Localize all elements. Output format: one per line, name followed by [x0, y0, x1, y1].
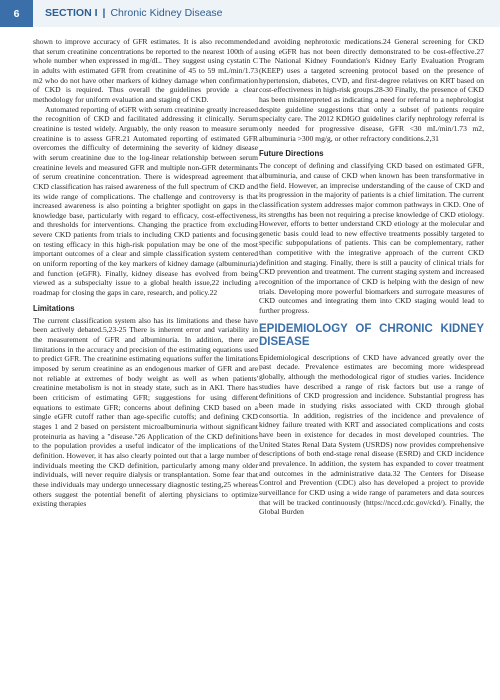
header-title: [45, 7, 223, 19]
section-heading-epidemiology: EPIDEMIOLOGY OF CHRONIC KIDNEY DISEASE: [259, 322, 484, 348]
left-column: [33, 37, 258, 509]
running-header: [0, 0, 500, 27]
section-heading-future-directions: Future Directions: [259, 149, 324, 159]
section-label: SECTION I: [45, 7, 98, 19]
header-separator: |: [102, 7, 106, 19]
paragraph: and avoiding nephrotoxic medications.24 General screening for CKD using eGFR has not been directly demonstrated to be cost-effective.27 The National Kidney Foundation's Kidney Early Evaluation Program (KEEP) uses a targeted screening protocol based on the presence of hypertension, diabetes, CVD, and first-degree relatives on KRT based on cost-effectiveness in high-risk groups.28-30 Finally, the presence of CKD has been misinterpreted as indicating a need for referral to a nephrologist despite guideline suggestions that only a subset of patients require specialty care. The 2012 KDIGO guidelines clarify nephrology referral is only needed for progressive disease, GFR <30 mL/min/1.73 m2, albuminuria >300 mg/g, or other refractory conditions.2,31: [259, 37, 484, 143]
paragraph: Automated reporting of eGFR with serum creatinine greatly increased the recognition of CKD and facilitated addressing it clinically. Serum creatinine is tested widely. Arguably, the only reason to measure serum creatinine is to assess GFR.21 Automated reporting of estimated GFR overcomes the difficulty of determining the severity of kidney disease with serum creatinine due to the log-linear relationship between serum creatinine levels and measured GFR and multiple non-GFR determinants of serum creatinine concentration. There is widespread agreement that CKD classification has raised awareness of the full spectrum of CKD and its wide range of complications. The challenge and controversy is that increased awareness is also pointing a brighter spotlight on gaps in the knowledge base, particularly with regard to efficacy, cost-effectiveness, and thresholds for interventions. Changing the practice from excluding severe CKD patients from trials to including CKD patients and focusing on testing efficacy in this high-risk population may be one of the most important outcomes of a clear and simple classification system centered on uniform reporting of the key markers of kidney damage (albuminuria) and function (eGFR). Finally, kidney disease has evolved from being viewed as a subspecialty issue to a global health issue,22 including a roadmap for closing the gaps in care, research, and policy.22: [33, 104, 258, 298]
paragraph: shown to improve accuracy of GFR estimates. It is also recommended that serum creatinine concentrations be reported to the nearest 100th of a whole number when expressed in mg/dL. They suggest using cystatin C in adults with estimated GFR from creatinine of 45 to 59 mL/min/1.73 m2 who do not have other markers of kidney damage when confirmation of CKD is required. Thus overall the guidelines provide a clear methodology for uniform evaluation and staging of CKD.: [33, 37, 258, 104]
page-number: 6: [0, 0, 33, 27]
paragraph: Epidemiological descriptions of CKD have advanced greatly over the past decade. Prevalence estimates are becoming more widespread globally, although the methodological rigor of studies varies. Incidence studies have described a range of risk factors but use a range of definitions of CKD progression and incidence. Substantial progress has been made in studying risks associated with CKD through global consortia. In addition, registries of the incidence and prevalence of kidney failure treated with KRT and associated complications and costs have been in existence for decades in most developed countries. The United States Renal Data System (USRDS) now provides comprehensive descriptions of both end-stage renal disease (ESRD) and CKD incidence and prevalence. In addition, the system has expanded to cover treatment and outcomes in the administrative data.32 The Centers for Disease Control and Prevention (CDC) also has developed a project to provide surveillance for CKD using a wide range of parameters and data sources that will be tracked continuously (https://nccd.cdc.gov/ckd/). Finally, the Global Burden: [259, 352, 484, 517]
section-heading-limitations: Limitations: [33, 303, 75, 313]
chapter-title: Chronic Kidney Disease: [110, 7, 223, 19]
paragraph: The current classification system also has its limitations and these have been actively debated.5,23-25 There is inherent error and variability in the measurement of GFR and albuminuria. In addition, there are limitations in the accuracy and precision of the estimating equations used to predict GFR. The creatinine estimating equations suffer the limitations imposed by serum creatinine as an endogenous marker of GFR and are not reliable at extremes of body weight as well as when patients' creatinine metabolism is not in steady state, such as in AKI. There has been criticism of estimating GFR; suggestions for using different equations to estimate GFR; concerns about defining CKD based on a single eGFR cutoff rather than age-specific cutoffs; and defining CKD stages 1 and 2 based on persistent microalbuminuria without significant proteinuria as having a "disease."26 Application of the CKD definitions to the population provides a useful indicator of the implications of the definition. However, it has also clearly pointed out that a large number of individuals meeting the CKD definition, particularly among many older individuals, will never require dialysis or transplantation. Some fear that these individuals may undergo unnecessary diagnostic testing,25 whereas others suggest the potential benefit of alerting physicians to optimize existing therapies: [33, 315, 258, 509]
right-column: [259, 37, 484, 517]
paragraph: The concept of defining and classifying CKD based on estimated GFR, albuminuria, and cause of CKD when known has been transformative in the field. However, an imprecise understanding of the cause of CKD and its progression in the majority of patients is a chief limitation. The current classification system addresses major common pathways in CKD. One of its strengths has been not requiring a precise knowledge of CKD etiology. However, efforts to better understand CKD etiology at the molecular and genetic basis could lead to new effective treatments possibly targeted to specific subpopulations of patients. This can be complementary, rather than competitive with the integrative approach of the current CKD definition and staging. Finally, there is still a paucity of clinical trials for CKD prevention and treatment. The current staging system and increased recognition of the importance of CKD is helping with the design of new trials. Developing more powerful biomarkers and surrogate measures of CKD outcomes and integrating them into CKD staging would lead to further progress.: [259, 161, 484, 316]
